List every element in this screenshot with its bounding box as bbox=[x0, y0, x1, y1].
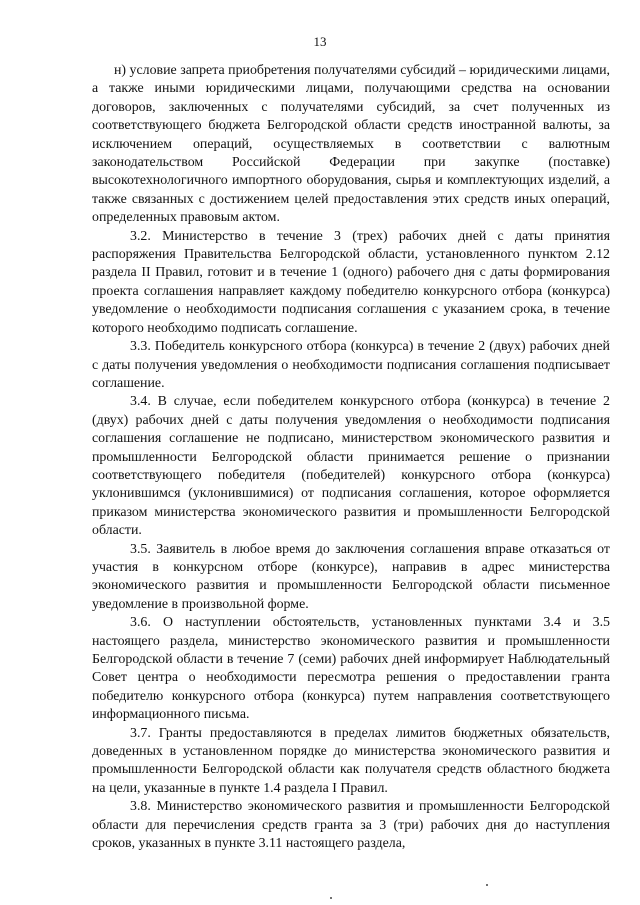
paragraph-3-5: 3.5. Заявитель в любое время до заключения соглашения вправе отказаться от участия в конкурсном отборе (конкурсе), направив в адрес министерства экономического развития и промышленности Белгородской области письменное уведомление в произвольной форме. bbox=[92, 541, 610, 612]
paragraph-3-8: 3.8. Министерство экономического развития и промышленности Белгородской области для перечисления средств гранта за 3 (три) рабочих дня до наступления сроков, указанных в пункте 3.11 настоящего раздела, bbox=[92, 799, 610, 852]
paragraph-3-3: 3.3. Победитель конкурсного отбора (конкурса) в течение 2 (двух) рабочих дней с даты получения уведомления о необходимости подписания соглашения подписывает соглашение. bbox=[92, 339, 610, 391]
page-number: 13 bbox=[313, 34, 327, 49]
scan-artifact bbox=[330, 897, 332, 899]
document-body bbox=[92, 62, 610, 853]
paragraph-3-2: 3.2. Министерство в течение 3 (трех) рабочих дней с даты принятия распоряжения Правительства Белгородской области, установленного пунктом 2.12 раздела II Правил, готовит и в течение 1 (одного) рабочего дня с даты формирования проекта соглашения направляет каждому победителю конкурсного отбора (конкурса) уведомление о необходимости подписания соглашения с указанием срока, в течение которого необходимо подписать соглашение. bbox=[92, 228, 610, 336]
scan-artifact bbox=[486, 884, 488, 886]
paragraph-3-7: 3.7. Гранты предоставляются в пределах лимитов бюджетных обязательств, доведенных в установленном порядке до министерства экономического развития и промышленности Белгородской области как получателя средств областного бюджета на цели, указанные в пункте 1.4 раздела I Правил. bbox=[92, 725, 610, 796]
paragraph-n: н) условие запрета приобретения получателями субсидий – юридическими лицами, а также иными юридическими лицами, получающими средства на основании договоров, заключенных с получателями субсидий, за счет полученных из соответствующего бюджета Белгородской области средств иностранной валюты, за исключением операций, осуществляемых в соответствии с валютным законодательством Российской Федерации при закупке (поставке) высокотехнологичного импортного оборудования, сырья и комплектующих изделий, а также связанных с достижением целей предоставления этих средств иных операций, определенных правовым актом. bbox=[92, 63, 610, 226]
paragraph-3-6: 3.6. О наступлении обстоятельств, установленных пунктами 3.4 и 3.5 настоящего раздела, министерство экономического развития и промышленности Белгородской области в течение 7 (семи) рабочих дней информирует Наблюдательный Совет центра о необходимости пересмотра решения о предоставлении гранта победителю конкурсного отбора (конкурса) путем направления соответствующего информационного письма. bbox=[92, 615, 610, 723]
paragraph-3-4: 3.4. В случае, если победителем конкурсного отбора (конкурса) в течение 2 (двух) рабочих дней с даты получения уведомления о необходимости подписания соглашения соглашение не подписано, министерством экономического развития и промышленности Белгородской области принимается решение о признании соответствующего победителя (победителей) конкурсного отбора (конкурса) уклонившимся (уклонившимися) от подписания соглашения, которое оформляется приказом министерства экономического развития и промышленности Белгородской области. bbox=[92, 394, 610, 539]
